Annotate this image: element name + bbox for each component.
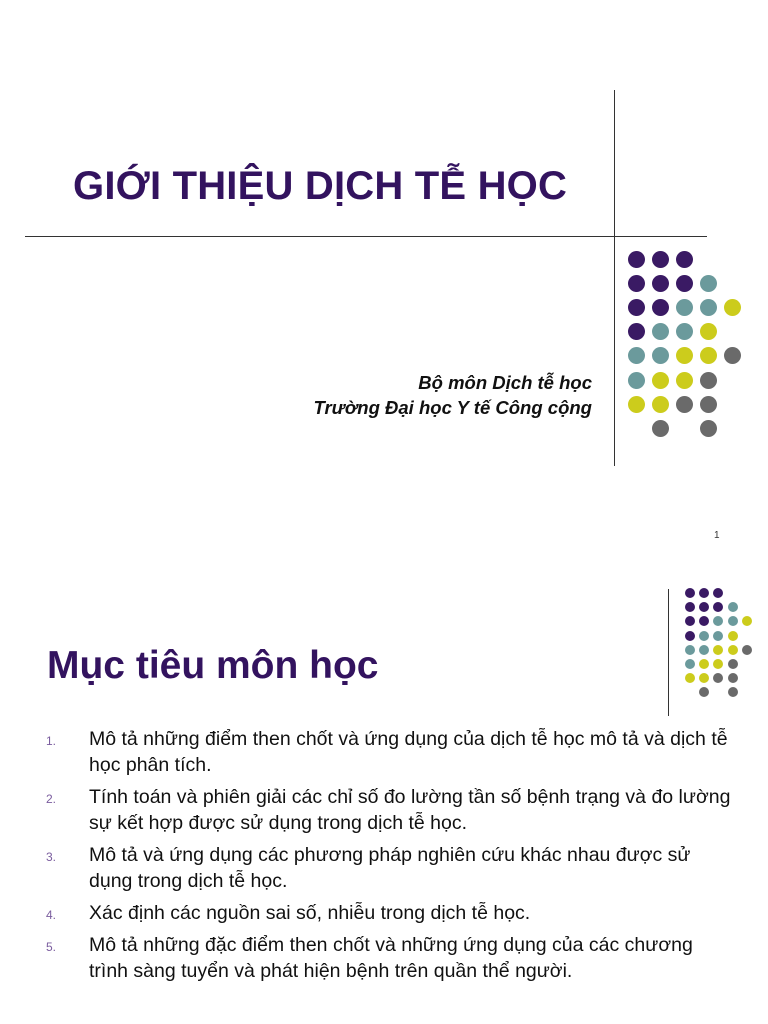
dot-yellow (700, 323, 717, 340)
list-item (46, 842, 736, 894)
dot-teal (676, 299, 693, 316)
list-item-number: 2. (46, 792, 57, 806)
dot-teal (713, 616, 723, 626)
dot-teal (713, 631, 723, 641)
dot-purple (713, 602, 723, 612)
list-item-number: 4. (46, 908, 57, 922)
dot-gray (713, 673, 723, 683)
dot-yellow (676, 372, 693, 389)
slide-title: Mục tiêu môn học (47, 644, 379, 687)
vertical-divider (614, 90, 615, 466)
dot-gray (724, 347, 741, 364)
page-number: 1 (714, 530, 720, 541)
dot-purple (685, 616, 695, 626)
dot-gray (728, 687, 738, 697)
dot-yellow (742, 616, 752, 626)
dot-purple (628, 275, 645, 292)
dot-yellow (713, 645, 723, 655)
list-item (46, 932, 736, 984)
dot-yellow (652, 396, 669, 413)
list-item-number: 5. (46, 940, 57, 954)
dot-teal (700, 299, 717, 316)
dot-purple (685, 588, 695, 598)
objectives-list (46, 726, 736, 990)
dot-gray (742, 645, 752, 655)
dot-teal (728, 616, 738, 626)
dot-teal (628, 347, 645, 364)
dot-purple (713, 588, 723, 598)
dot-teal (700, 275, 717, 292)
list-item-text: Mô tả những đặc điểm then chốt và những ứng dụng của các chương trình sàng tuyển và phát hiện bệnh trên quần thể người. (89, 934, 693, 982)
dot-teal (728, 602, 738, 612)
dot-purple (699, 588, 709, 598)
list-item-text: Mô tả những điểm then chốt và ứng dụng của dịch tễ học mô tả và dịch tễ học phân tích. (89, 728, 728, 776)
slide-title: GIỚI THIỆU DỊCH TỄ HỌC (73, 164, 568, 208)
dot-purple (685, 602, 695, 612)
list-item (46, 726, 736, 778)
university-name: Trường Đại học Y tế Công cộng (313, 397, 592, 418)
list-item-number: 3. (46, 850, 57, 864)
dot-purple (652, 275, 669, 292)
dot-purple (676, 251, 693, 268)
dot-yellow (676, 347, 693, 364)
dot-gray (700, 396, 717, 413)
dot-teal (628, 372, 645, 389)
dot-purple (628, 251, 645, 268)
dot-yellow (713, 659, 723, 669)
horizontal-divider (25, 236, 707, 237)
department-name: Bộ môn Dịch tễ học (418, 372, 592, 393)
dot-gray (728, 659, 738, 669)
dot-teal (685, 659, 695, 669)
list-item (46, 900, 736, 926)
vertical-divider (668, 589, 669, 716)
dot-gray (676, 396, 693, 413)
dot-purple (699, 602, 709, 612)
list-item-text: Tính toán và phiên giải các chỉ số đo lường tần số bệnh trạng và đo lường sự kết hợp được sử dụng trong dịch tễ học. (89, 786, 731, 834)
dot-yellow (628, 396, 645, 413)
list-item-text: Xác định các nguồn sai số, nhiễu trong dịch tễ học. (89, 902, 531, 924)
objectives-slide (0, 560, 768, 1024)
dot-teal (685, 645, 695, 655)
dot-gray (728, 673, 738, 683)
dot-gray (700, 372, 717, 389)
list-item-text: Mô tả và ứng dụng các phương pháp nghiên cứu khác nhau được sử dụng trong dịch tễ học. (89, 844, 691, 892)
dot-teal (652, 347, 669, 364)
dot-gray (699, 687, 709, 697)
dot-teal (652, 323, 669, 340)
dot-purple (685, 631, 695, 641)
dot-yellow (728, 645, 738, 655)
dot-yellow (724, 299, 741, 316)
dot-purple (699, 616, 709, 626)
dot-purple (628, 299, 645, 316)
dot-purple (628, 323, 645, 340)
dot-teal (699, 645, 709, 655)
dot-purple (652, 299, 669, 316)
dot-yellow (700, 347, 717, 364)
list-item (46, 784, 736, 836)
dot-yellow (728, 631, 738, 641)
list-item-number: 1. (46, 734, 57, 748)
dot-purple (652, 251, 669, 268)
dot-yellow (699, 673, 709, 683)
dot-purple (676, 275, 693, 292)
dot-gray (652, 420, 669, 437)
dot-teal (699, 631, 709, 641)
dot-teal (676, 323, 693, 340)
dot-yellow (685, 673, 695, 683)
dot-gray (700, 420, 717, 437)
dot-yellow (699, 659, 709, 669)
dot-yellow (652, 372, 669, 389)
